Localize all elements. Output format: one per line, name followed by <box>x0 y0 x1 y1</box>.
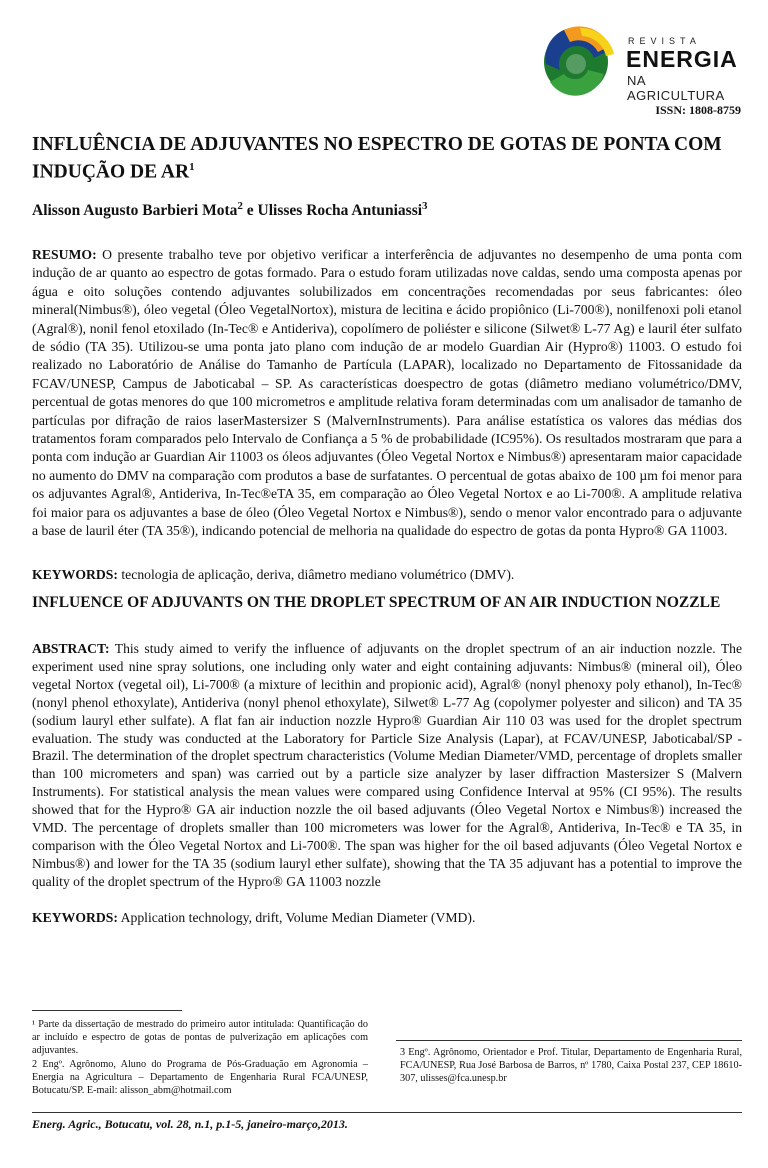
journal-reference: Energ. Agric., Botucatu, vol. 28, n.1, p.1-5, janeiro-março,2013. <box>32 1117 348 1131</box>
keywords-pt-text: tecnologia de aplicação, deriva, diâmetro mediano volumétrico (DMV). <box>117 567 515 582</box>
english-title: INFLUENCE OF ADJUVANTS ON THE DROPLET SPECTRUM OF AN AIR INDUCTION NOZZLE <box>32 594 721 611</box>
abstract-text: This study aimed to verify the influence of adjuvants on the droplet spectrum of an air induction nozzle. The experiment used nine spray solutions, one including only water and eight containing adjuvants: Nimbus® (mineral oil), Óleo vegetal Nortox (vegetal oil), Li-700® (a mixture of lecithin and propionic acid), Agral® (nonyl phenoxy poly ethanol), In-Tec® (nonyl phenol ethoxylate), Antideriva (nonyl phenol ethoxylate), Silwet® L-77 Ag (copolymer polyester and silicon) and TA 35 (sodium lauryl ether sulfate). A flat fan air induction nozzle Hypro® Guardian Air 110 03 was used for the droplet spectrum evaluation. The study was conducted at the Laboratory for Particle Size Analysis (Lapar), at FCAV/UNESP, Jaboticabal/SP - Brazil. The determination of the droplet spectrum characteristics (Volume Median Diameter/VMD, percentage of droplets smaller than 100 micrometers and span) was carried out by a particle size analyzer by laser diffraction Mastersizer S (Malvern Instruments). For statistical analysis the mean values were compared using Confidence Interval at 95% (CI 95%). The results showed that for the Hypro® GA air induction nozzle the oil based adjuvants (Óleo Vegetal Nortox e Nimbus®) increased the VMD. The percentage of droplets smaller than 100 micrometers was lower for the Agral®, Antideriva, In-Tec® e TA 35, in comparison with the Óleo Vegetal Nortox and Li-700®. The span was higher for the oil based adjuvants (Óleo Vegetal Nortox e Nimbus®) and lower for the TA 35 (sodium lauryl ether sulfate), showing that the TA 35 adjuvant has a potential to improve the quality of the droplet spectrum of the Hypro® GA 11003 nozzle <box>32 641 742 889</box>
author-separator: e <box>242 202 258 220</box>
journal-divider <box>32 1112 742 1113</box>
footnote-1: ¹ Parte da dissertação de mestrado do primeiro autor intitulada: Quantificação do ar incluído e espectro de gotas de pontas de pulverização em aplicações com adjuvantes. <box>32 1019 368 1056</box>
abstract-label: ABSTRACT: <box>32 641 110 656</box>
footnote-3: 3 Engº. Agrônomo, Orientador e Prof. Titular, Departamento de Engenharia Rural, FCA/UNESP, Rua José Barbosa de Barros, nº 1780, Caixa Postal 237, CEP 18610-307, ulisses@fca.unesp.br <box>400 1047 742 1084</box>
journal-logo <box>536 24 746 103</box>
logo-na-agricultura-text: NA AGRICULTURA <box>627 73 725 103</box>
keywords-pt-label: KEYWORDS: <box>32 567 118 582</box>
footnote-divider-right <box>396 1040 742 1041</box>
keywords-en <box>32 909 742 927</box>
footnote-2: 2 Engº. Agrônomo, Aluno do Programa de Pós-Graduação em Agronomia – Energia na Agricultura – Departamento de Engenharia Rural FCA/UNESP, Botucatu/SP. E-mail: alisson_abm@hotmail.com <box>32 1059 368 1096</box>
paper-title <box>32 133 742 184</box>
authors <box>32 200 428 220</box>
logo-globe-icon <box>536 24 622 96</box>
footnote-divider-left <box>32 1010 182 1011</box>
author-1: Alisson Augusto Barbieri Mota <box>32 202 238 220</box>
issn: ISSN: 1808-8759 <box>655 103 741 117</box>
resumo-paragraph <box>32 246 742 541</box>
keywords-en-label: KEYWORDS: <box>32 910 118 925</box>
logo-revista-text: REVISTA <box>628 36 701 46</box>
author-1-note: 2 <box>237 200 243 212</box>
author-2: Ulisses Rocha Antuniassi <box>257 202 423 220</box>
title-footnote-mark: 1 <box>189 161 195 173</box>
resumo-label: RESUMO: <box>32 247 97 262</box>
resumo-text: O presente trabalho teve por objetivo verificar a interferência de adjuvantes no desempenho de uma ponta com indução de ar quanto ao espectro de gotas formado. Para o estudo foram utilizadas nove caldas, sendo uma composta apenas por água e oito soluções contendo adjuvantes solubilizados em concentrações recomendadas por seus fabricantes: óleo mineral(Nimbus®), óleo vegetal (Óleo VegetalNortox), mistura de lecitina e ácido propiônico (Li-700®), nonilfenoxi poli etanol (Agral®), nonil fenol etoxilado (In-Tec® e Antideriva), copolímero de poliéster e silicone (Silwet® L-77 Ag) e lauril éter sulfato de sódio (TA 35). Utilizou-se uma ponta jato plano com indução de ar modelo Guardian Air (Hypro®) 11003. O estudo foi realizado no Laboratório de Análise do Tamanho de Partícula (LAPAR), localizado no Departamento de Fitossanidade da FCAV/UNESP, Campus de Jaboticabal – SP. As características doespectro de gotas (diâmetro mediano volumétrico/DMV, percentual de gotas menores do que 100 micrometros e amplitude relativa foram determinadas com um analisador de tamanho de partículas por difração de raios laserMastersizer S (MalvernInstruments). Para análise estatística os valores das médias dos tratamentos foram comparados pelo Intervalo de Confiança a 5 % de probabilidade (IC95%). Os resultados mostraram que para a ponta com indução ar Guardian Air 11003 os óleos adjuvantes (Óleo Vegetal Nortox e Nimbus®) apresentaram maior capacidade no aumento do DMV na comparação com produtos a base de surfatantes. O percentual de gotas abaixo de 100 µm foi menor para os adjuvantes Agral®, Antideriva, In-Tec®eTA 35, em comparação ao Óleo Vegetal Nortox e ao Li-700®. A amplitude relativa foi maior para os adjuvantes a base de óleo (Óleo Vegetal Nortox e Nimbus®), sendo o menor valor encontrado para o adjuvante a base de lauril éter (TA 35®), indicando potencial de melhoria na qualidade do espectro de gotas da ponta Hypro® GA 11003. <box>32 247 742 539</box>
keywords-en-text: Application technology, drift, Volume Median Diameter (VMD). <box>117 910 476 925</box>
logo-energia-text: ENERGIA <box>626 46 738 72</box>
paper-title-text: INFLUÊNCIA DE ADJUVANTES NO ESPECTRO DE GOTAS DE PONTA COM INDUÇÃO DE AR <box>32 134 722 183</box>
abstract-paragraph <box>32 640 742 891</box>
keywords-pt <box>32 566 742 584</box>
author-2-note: 3 <box>422 200 428 212</box>
